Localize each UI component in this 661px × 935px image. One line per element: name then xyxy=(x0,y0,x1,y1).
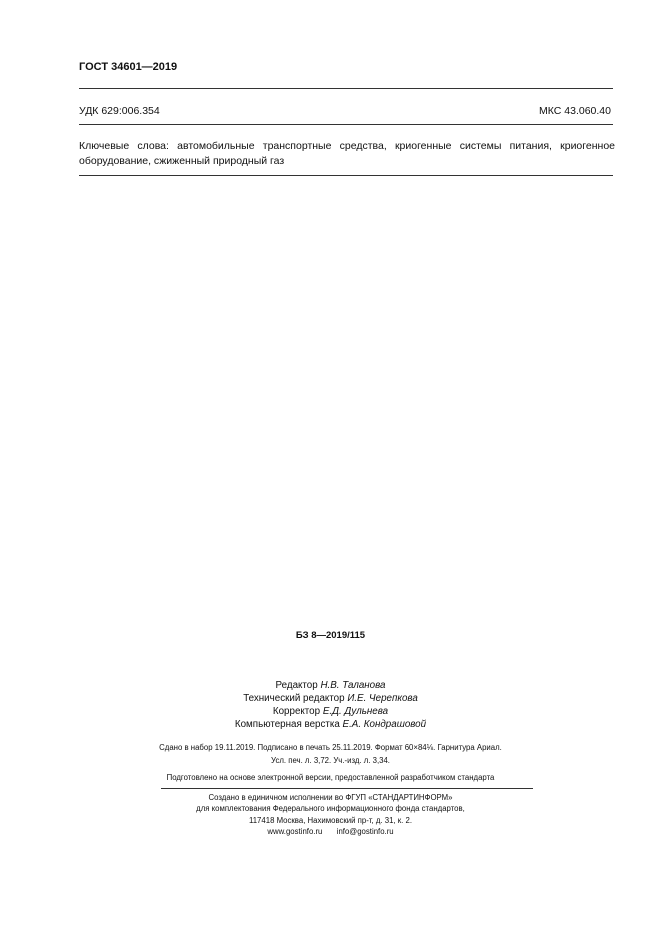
tech-editor-name: И.Е. Черепкова xyxy=(347,693,418,704)
editor-name: Н.В. Таланова xyxy=(320,680,386,691)
tech-editor-line xyxy=(0,692,661,705)
corrector-line xyxy=(0,705,661,718)
layout-role: Компьютерная верстка xyxy=(234,719,340,730)
bz-number: БЗ 8—2019/115 xyxy=(295,630,366,641)
print-info-line1: Сдано в набор 19.11.2019. Подписано в печать 25.11.2019. Формат 60×84⅛. Гарнитура Ариал. xyxy=(159,743,502,752)
udk-code: УДК 629:006.354 xyxy=(79,105,160,117)
editors-block xyxy=(0,679,661,731)
footer-divider xyxy=(161,788,533,789)
footer-line2: для комплектования Федерального информационного фонда стандартов, xyxy=(196,804,465,813)
header-divider xyxy=(79,88,613,89)
footer-line1: Создано в единичном исполнении во ФГУП «СТАНДАРТИНФОРМ» xyxy=(208,793,453,802)
classification-divider xyxy=(79,124,613,125)
tech-editor-role: Технический редактор xyxy=(243,693,345,704)
layout-name: Е.А. Кондрашовой xyxy=(342,719,427,730)
keywords-divider xyxy=(79,175,613,176)
editor-role: Редактор xyxy=(275,680,318,691)
corrector-name: Е.Д. Дульнева xyxy=(322,706,389,717)
standard-code: ГОСТ 34601—2019 xyxy=(79,61,178,73)
footer-address: 117418 Москва, Нахимовский пр-т, д. 31, к. 2. xyxy=(248,816,413,825)
corrector-role: Корректор xyxy=(272,706,321,717)
keywords-paragraph: Ключевые слова: автомобильные транспортные средства, криогенные системы питания, криогенное оборудование, сжиженный природный газ xyxy=(79,140,615,167)
footer-email[interactable]: info@gostinfo.ru xyxy=(336,827,394,836)
prepared-note: Подготовлено на основе электронной версии, предоставленной разработчиком стандарта xyxy=(166,773,495,782)
footer-address-block xyxy=(0,815,661,837)
print-info xyxy=(0,741,661,767)
print-info-line2: Усл. печ. л. 3,72. Уч.-изд. л. 3,34. xyxy=(271,756,390,765)
layout-line xyxy=(0,718,661,731)
footer-publisher xyxy=(0,792,661,814)
mks-code: МКС 43.060.40 xyxy=(539,105,611,117)
footer-website[interactable]: www.gostinfo.ru xyxy=(267,827,323,836)
footer-contacts xyxy=(0,826,661,837)
editor-line xyxy=(0,679,661,692)
